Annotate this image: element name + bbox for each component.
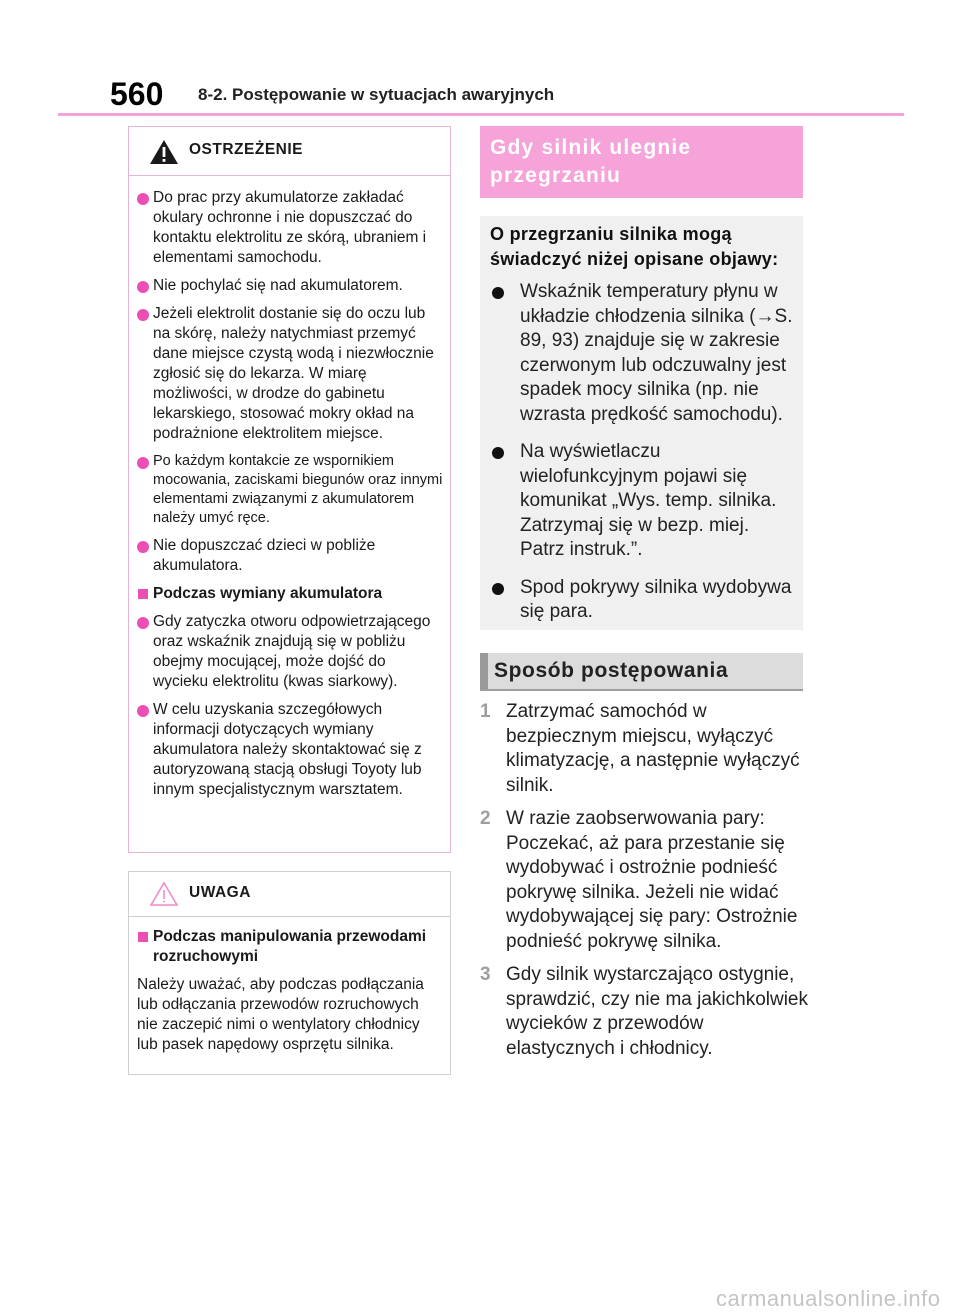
warning-item: Nie pochylać się nad akumulatorem. bbox=[137, 276, 444, 296]
overheat-banner bbox=[480, 126, 803, 198]
overheat-title: Gdy silnik ulegnie przegrzaniu bbox=[490, 136, 692, 187]
warning-triangle-icon bbox=[149, 139, 179, 165]
bullet-dot-icon bbox=[492, 583, 504, 595]
procedure-steps bbox=[480, 700, 810, 1070]
bullet-dot-icon bbox=[137, 541, 149, 553]
warning-title: OSTRZEŻENIE bbox=[189, 141, 304, 158]
section-title: 8-2. Postępowanie w sytuacjach awaryjnych bbox=[198, 85, 555, 104]
procedure-step: 2 W razie zaobserwowania pary: Poczekać, aż para przestanie się wydobywać i ostrożnie podnieść pokrywę silnika. Jeżeli nie widać wydobywającej się pary: Ostrożnie podnieść pokrywę silnika. bbox=[480, 808, 798, 952]
procedure-step: 3 Gdy silnik wystarczająco ostygnie, sprawdzić, czy nie ma jakichkolwiek wycieków z przewodów elastycznych i chłodnicy. bbox=[480, 964, 808, 1059]
bullet-dot-icon bbox=[137, 705, 149, 717]
warning-box bbox=[128, 126, 451, 853]
step-number: 2 bbox=[480, 808, 491, 829]
step-number: 3 bbox=[480, 964, 491, 985]
banner-accent-bar bbox=[480, 653, 488, 689]
procedure-banner bbox=[480, 653, 803, 691]
warning-box-header bbox=[129, 127, 450, 176]
warning-list bbox=[129, 176, 450, 800]
procedure-title: Sposób postępowania bbox=[494, 659, 729, 682]
symptom-list bbox=[480, 272, 803, 625]
notice-box-header bbox=[129, 872, 450, 917]
header-rule bbox=[58, 113, 904, 116]
bullet-dot-icon bbox=[137, 193, 149, 205]
warning-item: Do prac przy akumulatorze zakładać okulary ochronne i nie dopuszczać do kontaktu elektrolitu ze skórą, ubraniem i elementami samochodu. bbox=[137, 188, 444, 268]
bullet-dot-icon bbox=[492, 287, 504, 299]
notice-title: UWAGA bbox=[189, 884, 251, 901]
overheat-symptoms-panel bbox=[480, 216, 803, 630]
bullet-dot-icon bbox=[137, 309, 149, 321]
warning-item: Gdy zatyczka otworu odpowietrzającego oraz wskaźnik znajdują się w pobliżu obejmy mocującej, może dojść do wycieku elektrolitu (kwas siarkowy). bbox=[137, 612, 444, 692]
bullet-dot-icon bbox=[137, 617, 149, 629]
warning-item: W celu uzyskania szczegółowych informacji dotyczących wymiany akumulatora należy skontaktować się z autoryzowaną stacją obsługi Toyoty lub innym specjalistycznym warsztatem. bbox=[137, 700, 444, 800]
square-bullet-icon bbox=[138, 589, 148, 599]
procedure-step: 1 Zatrzymać samochód w bezpiecznym miejscu, wyłączyć klimatyzację, a następnie wyłączyć silnik. bbox=[480, 701, 800, 796]
notice-box bbox=[128, 871, 451, 1075]
symptom-item: Wskaźnik temperatury płynu w układzie chłodzenia silnika (→S. 89, 93) znajduje się w zakresie czerwonym lub odczuwalny jest spadek mocy silnika (np. nie wzrasta prędkość samochodu). bbox=[490, 280, 793, 427]
notice-text: Należy uważać, aby podczas podłączania lub odłączania przewodów rozruchowych nie zaczepić nimi o wentylatory chłodnicy lub pasek napędowy osprzętu silnika. bbox=[137, 976, 424, 1053]
warning-item: Jeżeli elektrolit dostanie się do oczu lub na skórę, należy natychmiast przemyć dane miejsce czystą wodą i niezwłocznie zgłosić się do lekarza. W miarę możliwości, w drodze do gabinetu lekarskiego, stosować mokry okład na podrażnione elektrolitem miejsce. bbox=[137, 304, 444, 444]
bullet-dot-icon bbox=[137, 281, 149, 293]
watermark: carmanualsonline.info bbox=[716, 1286, 941, 1311]
symptom-item: Spod pokrywy silnika wydobywa się para. bbox=[490, 576, 793, 625]
symptom-item: Na wyświetlaczu wielofunkcyjnym pojawi się komunikat „Wys. temp. silnika. Zatrzymaj się w bezp. miej. Patrz instruk.”. bbox=[490, 440, 793, 563]
page-number: 560 bbox=[110, 76, 164, 112]
square-bullet-icon bbox=[138, 932, 148, 942]
step-number: 1 bbox=[480, 701, 491, 722]
bullet-dot-icon bbox=[137, 457, 149, 469]
warning-item: Po każdym kontakcie ze wspornikiem mocowania, zaciskami biegunów oraz innymi elementami związanymi z akumulatorem należy umyć ręce. bbox=[137, 452, 444, 528]
page-header bbox=[110, 76, 910, 116]
warning-item: Nie dopuszczać dzieci w pobliże akumulatora. bbox=[137, 536, 444, 576]
overheat-intro: O przegrzaniu silnika mogą świadczyć niżej opisane objawy: bbox=[490, 224, 779, 269]
caution-triangle-icon bbox=[149, 881, 179, 907]
notice-heading: Podczas manipulowania przewodami rozruchowymi bbox=[137, 927, 444, 967]
bullet-dot-icon bbox=[492, 447, 504, 459]
warning-subheading: Podczas wymiany akumulatora bbox=[137, 584, 444, 604]
